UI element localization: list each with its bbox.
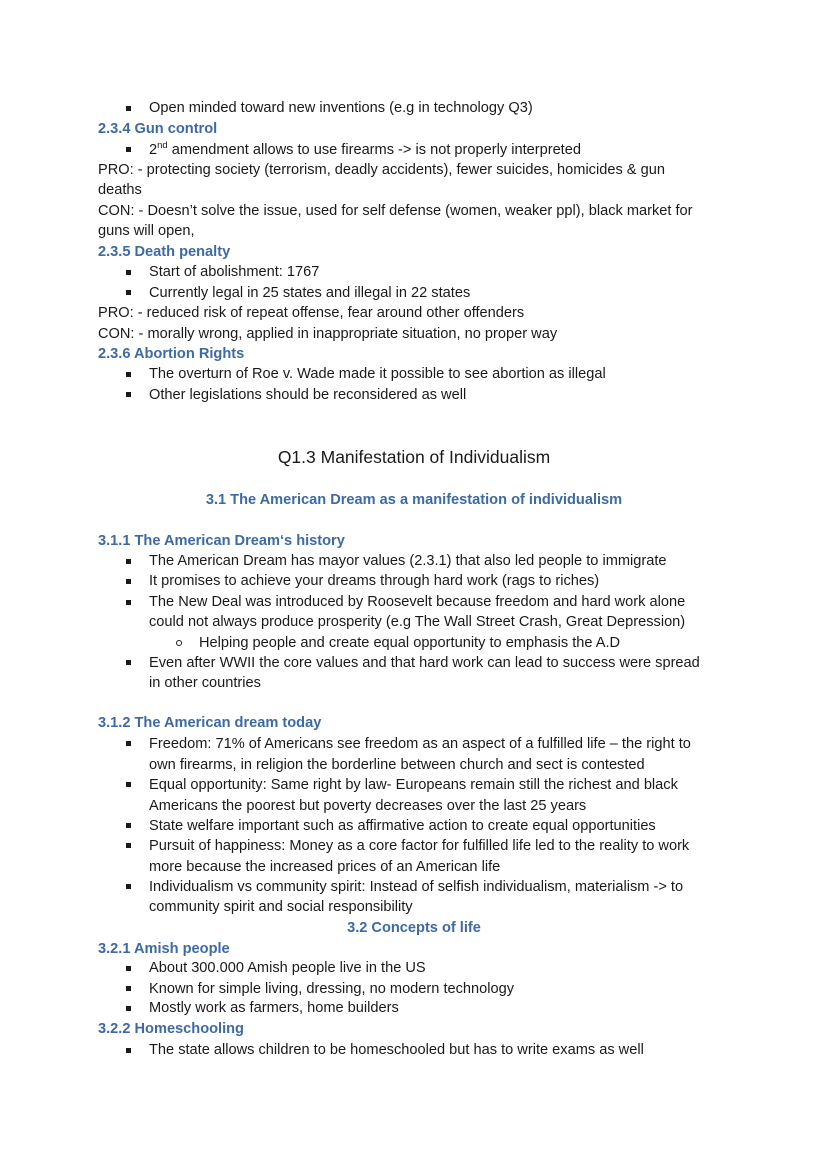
section-subtitle: 3.1 The American Dream as a manifestation of individualism	[205, 492, 623, 508]
section-heading: 2.3.6 Abortion Rights	[98, 346, 245, 362]
sub-bullet-text: Helping people and create equal opportunity to emphasis the A.D	[199, 635, 621, 651]
bullet-text: It promises to achieve your dreams through hard work (rags to riches)	[149, 573, 600, 589]
bullet-marker	[126, 782, 131, 787]
bullet-marker	[126, 843, 131, 848]
bullet-text: Even after WWII the core values and that hard work can lead to success were spread	[149, 655, 700, 671]
bullet-text: Freedom: 71% of Americans see freedom as an aspect of a fulfilled life – the right to	[149, 736, 691, 752]
bullet-text: Start of abolishment: 1767	[149, 264, 320, 280]
bullet-text: Mostly work as farmers, home builders	[149, 1000, 399, 1016]
bullet-marker	[126, 270, 131, 275]
bullet-text: Currently legal in 25 states and illegal in 22 states	[149, 285, 471, 301]
sub-bullet-marker	[176, 640, 182, 646]
bullet-text: in other countries	[149, 675, 261, 691]
bullet-marker	[126, 1048, 131, 1053]
bullet-text: The American Dream has mayor values (2.3.1) that also led people to immigrate	[149, 553, 667, 569]
bullet-marker	[126, 1006, 131, 1011]
bullet-text: State welfare important such as affirmative action to create equal opportunities	[149, 818, 656, 834]
bullet-marker	[126, 372, 131, 377]
bullet-text: more because the increased prices of an American life	[149, 859, 501, 875]
bullet-marker	[126, 559, 131, 564]
bullet-text: About 300.000 Amish people live in the US	[149, 960, 426, 976]
bullet-marker	[126, 392, 131, 397]
bullet-marker	[126, 986, 131, 991]
bullet-marker	[126, 966, 131, 971]
bullet-marker	[126, 823, 131, 828]
bullet-text: Known for simple living, dressing, no modern technology	[149, 981, 515, 997]
section-heading: 2.3.5 Death penalty	[98, 244, 231, 260]
section-heading: 3.2.1 Amish people	[98, 941, 230, 957]
con-text: guns will open,	[98, 223, 195, 239]
bullet-text: The overturn of Roe v. Wade made it possible to see abortion as illegal	[149, 366, 606, 382]
page-title: Q1.3 Manifestation of Individualism	[277, 447, 551, 467]
bullet-marker	[126, 290, 131, 295]
bullet-marker	[126, 660, 131, 665]
bullet-text: community spirit and social responsibility	[149, 899, 413, 915]
section-heading: 3.1.1 The American Dream‘s history	[98, 533, 345, 549]
section-heading: 2.3.4 Gun control	[98, 121, 218, 137]
section-heading: 3.1.2 The American dream today	[98, 715, 322, 731]
bullet-text: Pursuit of happiness: Money as a core factor for fulfilled life led to the reality to work	[149, 838, 690, 854]
bullet-marker	[126, 106, 131, 111]
pro-text: PRO: - protecting society (terrorism, deadly accidents), fewer suicides, homicides & gun	[98, 162, 665, 178]
bullet-text: Individualism vs community spirit: Instead of selfish individualism, materialism -> to	[149, 879, 684, 895]
pro-text: PRO: - reduced risk of repeat offense, fear around other offenders	[98, 305, 525, 321]
bullet-text: own firearms, in religion the borderline between church and sect is contested	[149, 757, 645, 773]
bullet-text: Americans the poorest but poverty decreases over the last 25 years	[149, 798, 587, 814]
bullet-text: Open minded toward new inventions (e.g in technology Q3)	[149, 100, 533, 116]
bullet-marker	[126, 147, 131, 152]
con-text: CON: - Doesn’t solve the issue, used for self defense (women, weaker ppl), black market for	[98, 203, 693, 219]
bullet-marker	[126, 579, 131, 584]
section-heading: 3.2.2 Homeschooling	[98, 1021, 244, 1037]
bullet-text: Other legislations should be reconsidered as well	[149, 387, 467, 403]
bullet-text: 2nd amendment allows to use firearms -> is not properly interpreted	[149, 140, 581, 158]
bullet-text: The state allows children to be homeschooled but has to write exams as well	[149, 1042, 644, 1058]
section-subtitle: 3.2 Concepts of life	[347, 920, 481, 936]
bullet-marker	[126, 741, 131, 746]
pro-text: deaths	[98, 182, 142, 198]
bullet-text: The New Deal was introduced by Roosevelt because freedom and hard work alone	[149, 594, 686, 610]
bullet-marker	[126, 600, 131, 605]
bullet-text: Equal opportunity: Same right by law- Europeans remain still the richest and black	[149, 777, 678, 793]
con-text: CON: - morally wrong, applied in inappropriate situation, no proper way	[98, 326, 558, 342]
bullet-text: could not always produce prosperity (e.g The Wall Street Crash, Great Depression)	[149, 614, 686, 630]
bullet-marker	[126, 884, 131, 889]
